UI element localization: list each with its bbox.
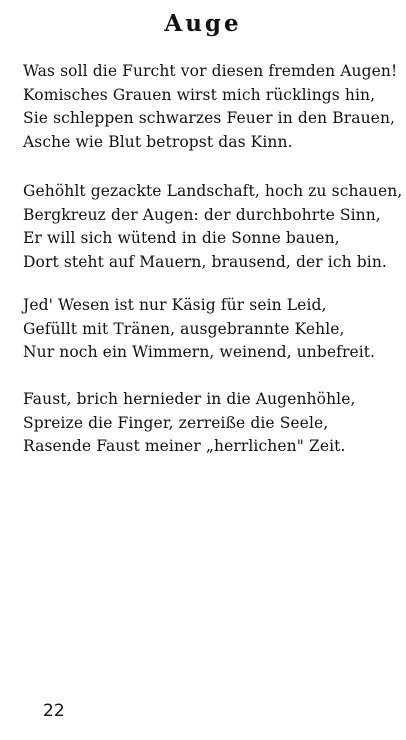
poem-line: Jed' Wesen ist nur Käsig für sein Leid, <box>23 296 327 314</box>
page-number: 22 <box>43 701 65 721</box>
poem-line: Gefüllt mit Tränen, ausgebrannte Kehle, <box>23 319 345 338</box>
stanza-3 <box>23 294 398 365</box>
poem-line: Spreize die Finger, zerreiße die Seele, <box>23 413 329 432</box>
poem-line: Bergkreuz der Augen: der durchbohrte Sinn, <box>23 205 381 224</box>
poem-line: Faust, brich hernieder in die Augenhöhle, <box>23 390 356 408</box>
poem-line: Was soll die Furcht vor diesen fremden Augen! <box>23 62 398 80</box>
poem-line: Asche wie Blut betropst das Kinn. <box>23 132 293 151</box>
stanza-4 <box>23 388 398 459</box>
poem-line: Komisches Grauen wirst mich rücklings hin, <box>23 85 376 104</box>
poem-line: Nur noch ein Wimmern, weinend, unbefreit. <box>23 343 376 362</box>
poem-line: Gehöhlt gezackte Landschaft, hoch zu schauen, <box>23 182 403 200</box>
poem-line: Rasende Faust meiner „herrlichen" Zeit. <box>23 437 346 456</box>
stanza-1 <box>23 60 398 154</box>
poem-title: Auge <box>164 10 242 37</box>
stanza-2 <box>23 180 403 274</box>
poem-line: Dort steht auf Mauern, brausend, der ich bin. <box>23 252 387 271</box>
poem-line: Er will sich wütend in die Sonne bauen, <box>23 229 340 248</box>
poem-line: Sie schleppen schwarzes Feuer in den Brauen, <box>23 109 396 128</box>
